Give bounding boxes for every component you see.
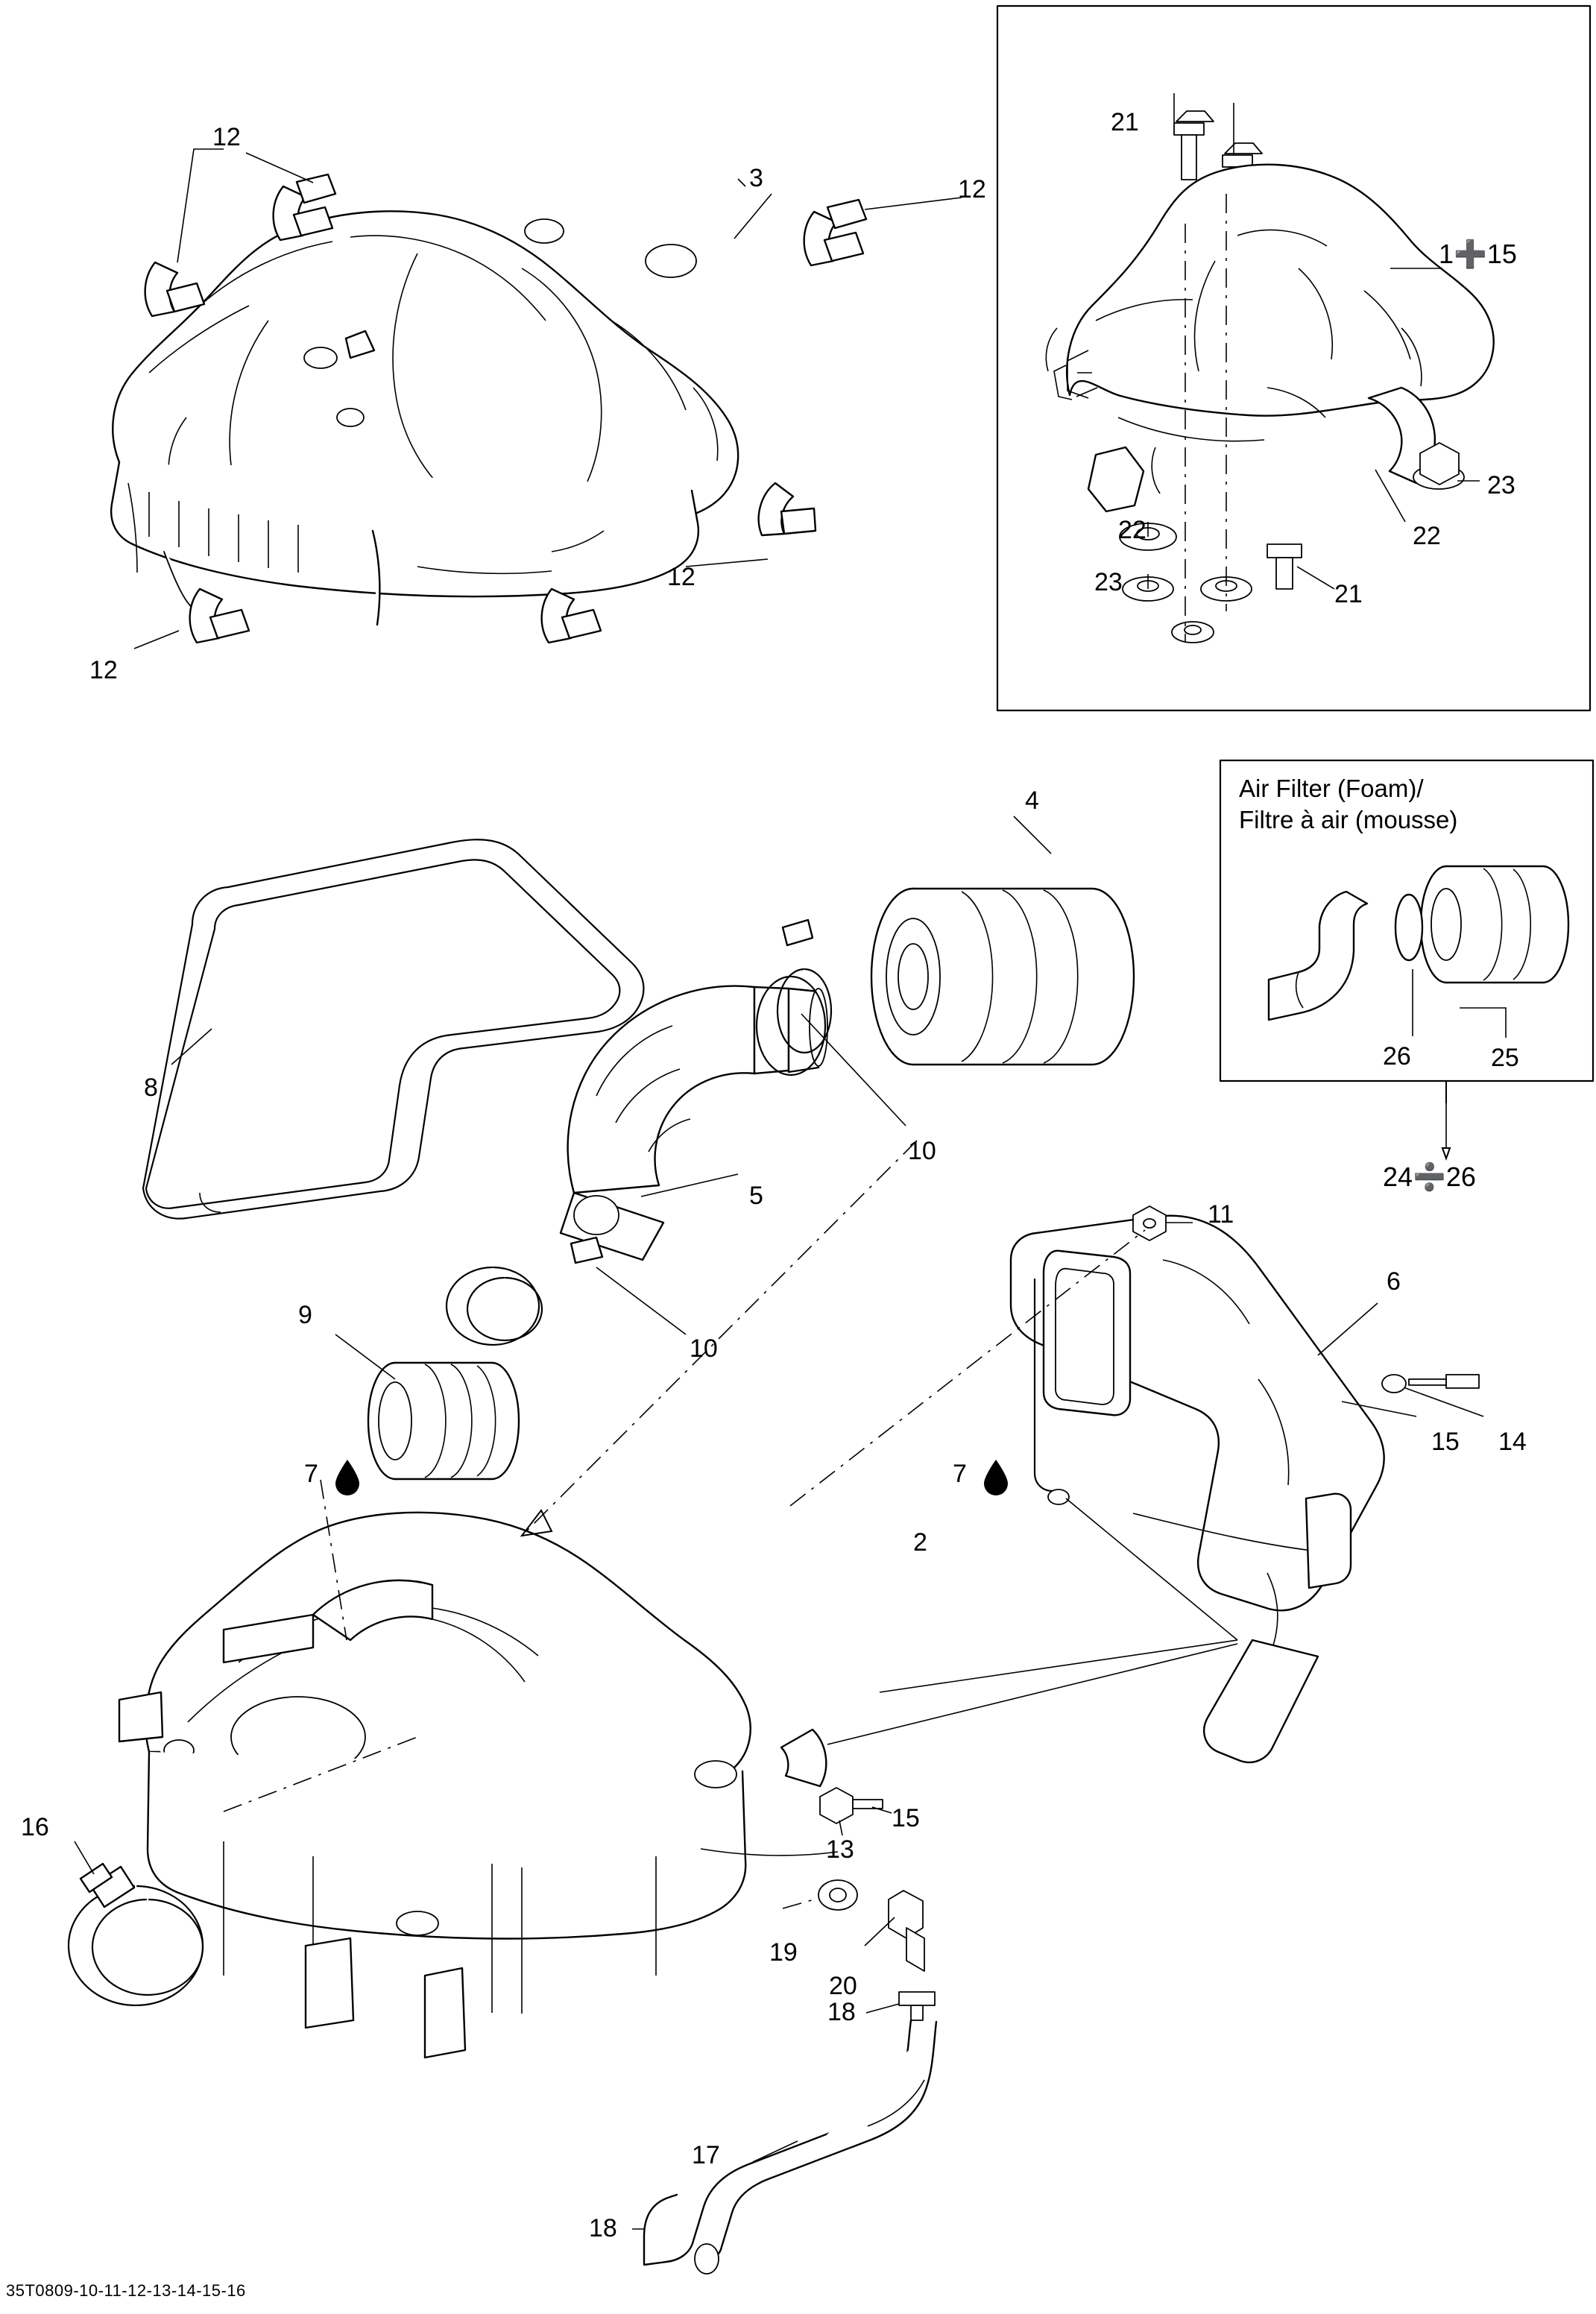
inset-callout-25: 25 xyxy=(1491,1044,1519,1072)
inset-callout-23-b: 23 xyxy=(1094,568,1123,596)
callout-3: 3 xyxy=(749,164,763,192)
fitting-20 xyxy=(889,1891,924,1971)
air-duct-6 xyxy=(1011,1216,1384,1762)
bellows-9 xyxy=(368,1363,519,1479)
callout-9: 9 xyxy=(298,1301,312,1329)
grease-symbol-7b xyxy=(984,1460,1008,1495)
callout-17: 17 xyxy=(692,2141,720,2169)
grommet-19 xyxy=(818,1880,857,1910)
clip-12-b xyxy=(274,174,335,240)
drain-hose-17 xyxy=(644,2020,936,2274)
callout-18-a: 18 xyxy=(827,1998,856,2026)
clip-12-c xyxy=(804,200,866,265)
callout-4: 4 xyxy=(1025,786,1039,815)
callout-16: 16 xyxy=(21,1813,49,1841)
clamp-10-b xyxy=(447,1238,602,1345)
hose-clamp-18-a xyxy=(899,1992,935,2020)
callout-12-b: 12 xyxy=(958,175,986,204)
callout-12-a: 12 xyxy=(212,123,241,151)
inset-callout-22-b: 22 xyxy=(1118,516,1146,544)
airbox-lower-2 xyxy=(119,1513,838,2058)
clip-12-f xyxy=(542,589,601,643)
clip-12-d xyxy=(759,483,816,535)
foam-filter-art xyxy=(1269,866,1568,1020)
inset-bolt-21-a xyxy=(1174,111,1214,180)
washer-15-a xyxy=(1382,1375,1406,1393)
clip-12-e xyxy=(190,589,249,643)
callout-14: 14 xyxy=(1498,1428,1527,1456)
inset-label-24-26: 24➗26 xyxy=(1383,1161,1476,1192)
callout-10-a: 10 xyxy=(908,1137,936,1165)
intake-elbow-5 xyxy=(561,986,827,1260)
callout-15-a: 15 xyxy=(1431,1428,1460,1456)
air-filter-4 xyxy=(871,889,1134,1065)
bolt-14 xyxy=(1409,1375,1479,1388)
callout-7-b: 7 xyxy=(953,1460,967,1488)
air-filter-foam-title-line1: Air Filter (Foam)/ xyxy=(1239,775,1424,802)
callout-15-b: 15 xyxy=(892,1804,920,1832)
callout-6: 6 xyxy=(1387,1267,1401,1296)
clip-12-a xyxy=(145,262,204,316)
callout-7-a: 7 xyxy=(304,1460,318,1488)
nut-13 xyxy=(820,1788,883,1823)
grease-symbol-7a xyxy=(335,1460,359,1495)
inset-callout-23-a: 23 xyxy=(1487,471,1515,499)
callout-2: 2 xyxy=(913,1528,927,1557)
inset-callout-21-a: 21 xyxy=(1111,108,1139,136)
air-filter-foam-title-line2: Filtre à air (mousse) xyxy=(1239,806,1458,833)
diagram-footer-code: 35T0809-10-11-12-13-14-15-16 xyxy=(6,2281,246,2300)
callout-10-b: 10 xyxy=(690,1334,718,1363)
callout-20: 20 xyxy=(829,1972,857,2000)
callout-12-d: 12 xyxy=(89,656,118,684)
inset-callout-26: 26 xyxy=(1383,1042,1411,1071)
inset-washer-bottom xyxy=(1172,622,1214,643)
inset-label-1-15: 1➕15 xyxy=(1439,239,1517,269)
airbox-cover-3 xyxy=(111,211,738,625)
callout-13: 13 xyxy=(826,1835,854,1864)
inset-bolt-21-c xyxy=(1267,544,1302,589)
callout-11: 11 xyxy=(1208,1200,1234,1229)
inset-callout-22-a: 22 xyxy=(1413,522,1441,550)
callout-8: 8 xyxy=(144,1074,158,1102)
callout-5: 5 xyxy=(749,1182,763,1210)
callout-19: 19 xyxy=(769,1938,798,1967)
callout-12-c: 12 xyxy=(667,563,696,591)
callout-18-b: 18 xyxy=(589,2214,617,2242)
inset-callout-21-b: 21 xyxy=(1334,580,1363,608)
